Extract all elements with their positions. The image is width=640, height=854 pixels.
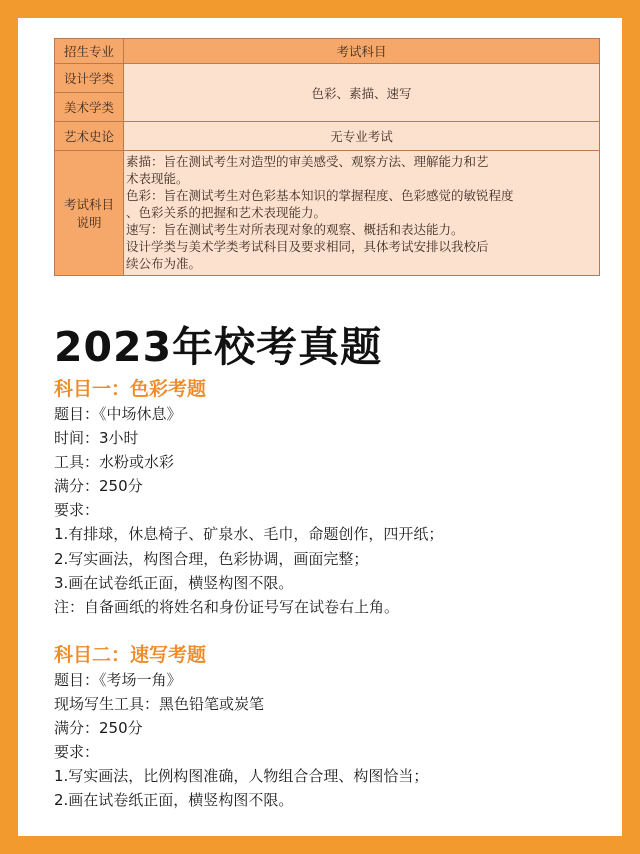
section-line: 2.写实画法，构图合理，色彩协调，画面完整； bbox=[54, 549, 369, 568]
table-row bbox=[55, 64, 600, 93]
shared-subjects-cell: 色彩、素描、速写 bbox=[124, 64, 600, 122]
section-line: 要求： bbox=[54, 501, 100, 520]
notes-line: 素描：旨在测试考生对造型的审美感受、观察方法、理解能力和艺 bbox=[126, 154, 489, 169]
table-row bbox=[55, 151, 600, 276]
exam-notes-label-cell bbox=[55, 151, 124, 276]
section-title-color: 科目一：色彩考题 bbox=[54, 378, 207, 400]
notes-line: 续公布为准。 bbox=[126, 256, 202, 271]
major-fine-arts-cell: 美术学类 bbox=[55, 93, 124, 122]
exam-notes-cell bbox=[124, 151, 600, 276]
no-exam-cell: 无专业考试 bbox=[124, 122, 600, 151]
section-body-sketch bbox=[54, 668, 428, 813]
section-line: 题目：《中场休息》 bbox=[54, 405, 182, 423]
header-major-cell: 招生专业 bbox=[55, 39, 124, 64]
section-line: 1.有排球，休息椅子、矿泉水、毛巾，命题创作，四开纸； bbox=[54, 525, 444, 544]
major-art-history-cell: 艺术史论 bbox=[55, 122, 124, 151]
table-header-row bbox=[55, 39, 600, 64]
page-heading: 2023年校考真题 bbox=[54, 323, 383, 371]
content-card bbox=[18, 18, 622, 836]
section-line: 工具：水粉或水彩 bbox=[54, 453, 175, 472]
notes-line: 术表现能。 bbox=[126, 171, 189, 186]
notes-line: 色彩：旨在测试考生对色彩基本知识的掌握程度、色彩感觉的敏锐程度 bbox=[126, 188, 514, 203]
section-line: 要求： bbox=[54, 743, 100, 762]
major-design-cell: 设计学类 bbox=[55, 64, 124, 93]
notes-line: 速写：旨在测试考生对所表现对象的观察、概括和表达能力。 bbox=[126, 222, 464, 237]
section-title-sketch: 科目二：速写考题 bbox=[54, 644, 207, 666]
section-line: 2.画在试卷纸正面，横竖构图不限。 bbox=[54, 791, 294, 810]
header-subject-cell: 考试科目 bbox=[124, 39, 600, 64]
section-line: 注：自备画纸的将姓名和身份证号写在试卷右上角。 bbox=[54, 597, 400, 616]
exam-subjects-table bbox=[54, 38, 600, 276]
table-row bbox=[55, 122, 600, 151]
notes-line: 、色彩关系的把握和艺术表现能力。 bbox=[126, 205, 327, 220]
section-line: 现场写生工具：黑色铅笔或炭笔 bbox=[54, 695, 265, 714]
section-line: 3.画在试卷纸正面，横竖构图不限。 bbox=[54, 573, 294, 592]
section-line: 1.写实画法，比例构图准确，人物组合合理、构图恰当； bbox=[54, 767, 429, 786]
section-line: 题目：《考场一角》 bbox=[54, 671, 182, 689]
notes-line: 设计学类与美术学类考试科目及要求相同，具体考试安排以我校后 bbox=[126, 239, 489, 254]
section-body-color bbox=[54, 402, 443, 619]
notes-label-line: 说明 bbox=[76, 215, 102, 230]
notes-label-line: 考试科目 bbox=[63, 197, 114, 212]
section-line: 满分：250分 bbox=[54, 477, 143, 496]
section-line: 时间：3小时 bbox=[54, 429, 139, 448]
section-line: 满分：250分 bbox=[54, 719, 143, 738]
